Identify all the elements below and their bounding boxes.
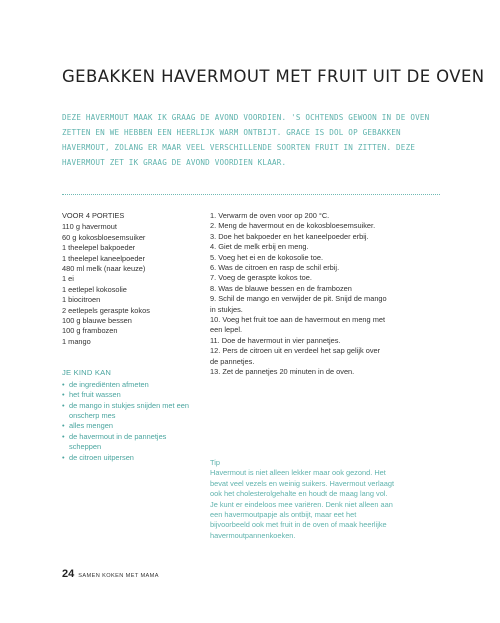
step-item: 6. Was de citroen en rasp de schil erbij. (210, 263, 340, 273)
preparation-steps (210, 211, 390, 378)
kids-task-item: • de citroen uitpersen (62, 453, 194, 463)
step-item: 2. Meng de havermout en de kokosbloesemsuiker. (210, 221, 376, 231)
recipe-title: GEBAKKEN HAVERMOUT MET FRUIT UIT DE OVEN (62, 67, 485, 86)
kids-task-list (62, 380, 194, 463)
kids-task-item: • de havermout in de pannetjes scheppen (62, 432, 194, 453)
ingredient-item: 100 g frambozen (62, 326, 118, 336)
step-item: 9. Schil de mango en verwijder de pit. Snijd de mango in stukjes. (210, 294, 387, 314)
recipe-intro: DEZE HAVERMOUT MAAK IK GRAAG DE AVOND VOORDIEN. 'S OCHTENDS GEWOON IN DE OVEN ZETTEN EN WE HEBBEN EEN HEERLIJK WARM ONTBIJT. GRACE IS DOL OP GEBAKKEN HAVERMOUT, ZOLANG ER MAAR VEEL VERSCHILLENDE SOORTEN FRUIT IN ZITTEN. DEZE HAVERMOUT ZET IK GRAAG DE AVOND VOORDIEN KLAAR. (62, 113, 430, 167)
kids-heading: JE KIND KAN (62, 368, 112, 378)
ingredient-item: 1 biocitroen (62, 295, 101, 305)
step-item: 11. Doe de havermout in vier pannetjes. (210, 335, 341, 345)
kids-task-item: • de mango in stukjes snijden met een onscherp mes (62, 401, 194, 422)
ingredient-item: 100 g blauwe bessen (62, 316, 132, 326)
step-item: 13. Zet de pannetjes 20 minuten in de oven. (210, 367, 355, 377)
ingredient-item: 1 theelepel bakpoeder (62, 243, 136, 253)
ingredient-item: 60 g kokosbloesemsuiker (62, 232, 146, 242)
page-footer (62, 568, 159, 580)
step-item: 10. Voeg het fruit toe aan de havermout en meng met een lepel. (210, 315, 386, 335)
ingredients-list (62, 222, 194, 347)
tip-paragraph: Je kunt er eindeloos mee variëren. Denk niet alleen aan een havermoutpapje als ontbijt, maar eet het bijvoorbeeld ook met fruit in de oven of maak heerlijke havermoutpannenkoeken. (210, 499, 393, 540)
kids-task-item: • alles mengen (62, 421, 194, 431)
step-item: 1. Verwarm de oven voor op 200 °C. (210, 211, 330, 220)
ingredient-item: 110 g havermout (62, 222, 117, 232)
step-item: 12. Pers de citroen uit en verdeel het sap gelijk over de pannetjes. (210, 346, 381, 366)
ingredient-item: 1 mango (62, 336, 91, 346)
ingredient-item: 480 ml melk (naar keuze) (62, 264, 146, 274)
kids-task-item: • het fruit wassen (62, 390, 194, 400)
tip-heading: Tip (210, 458, 220, 467)
steps-column (210, 211, 390, 378)
step-item: 3. Doe het bakpoeder en het kaneelpoeder erbij. (210, 231, 369, 241)
ingredients-heading: VOOR 4 PORTIES (62, 211, 125, 220)
kids-task-item: • de ingrediënten afmeten (62, 380, 194, 390)
step-item: 7. Voeg de geraspte kokos toe. (210, 273, 312, 283)
ingredient-item: 1 theelepel kaneelpoeder (62, 253, 146, 263)
page-number: 24 (62, 568, 75, 580)
ingredient-item: 2 eetlepels geraspte kokos (62, 305, 150, 315)
tip-paragraph: Havermout is niet alleen lekker maar ook gezond. Het bevat veel vezels en weinig suikers. Havermout verlaagt ook het cholesterolgehalte en houdt de maag lang vol. (210, 468, 395, 499)
step-item: 8. Was de blauwe bessen en de frambozen (210, 283, 352, 293)
ingredients-column (62, 211, 194, 463)
book-title: SAMEN KOKEN MET MAMA (78, 573, 159, 579)
step-item: 4. Giet de melk erbij en meng. (210, 242, 309, 252)
step-item: 5. Voeg het ei en de kokosolie toe. (210, 252, 323, 262)
tip-box (210, 458, 398, 541)
section-divider (62, 194, 440, 195)
ingredient-item: 1 eetlepel kokosolie (62, 284, 127, 294)
ingredient-item: 1 ei (62, 274, 74, 284)
